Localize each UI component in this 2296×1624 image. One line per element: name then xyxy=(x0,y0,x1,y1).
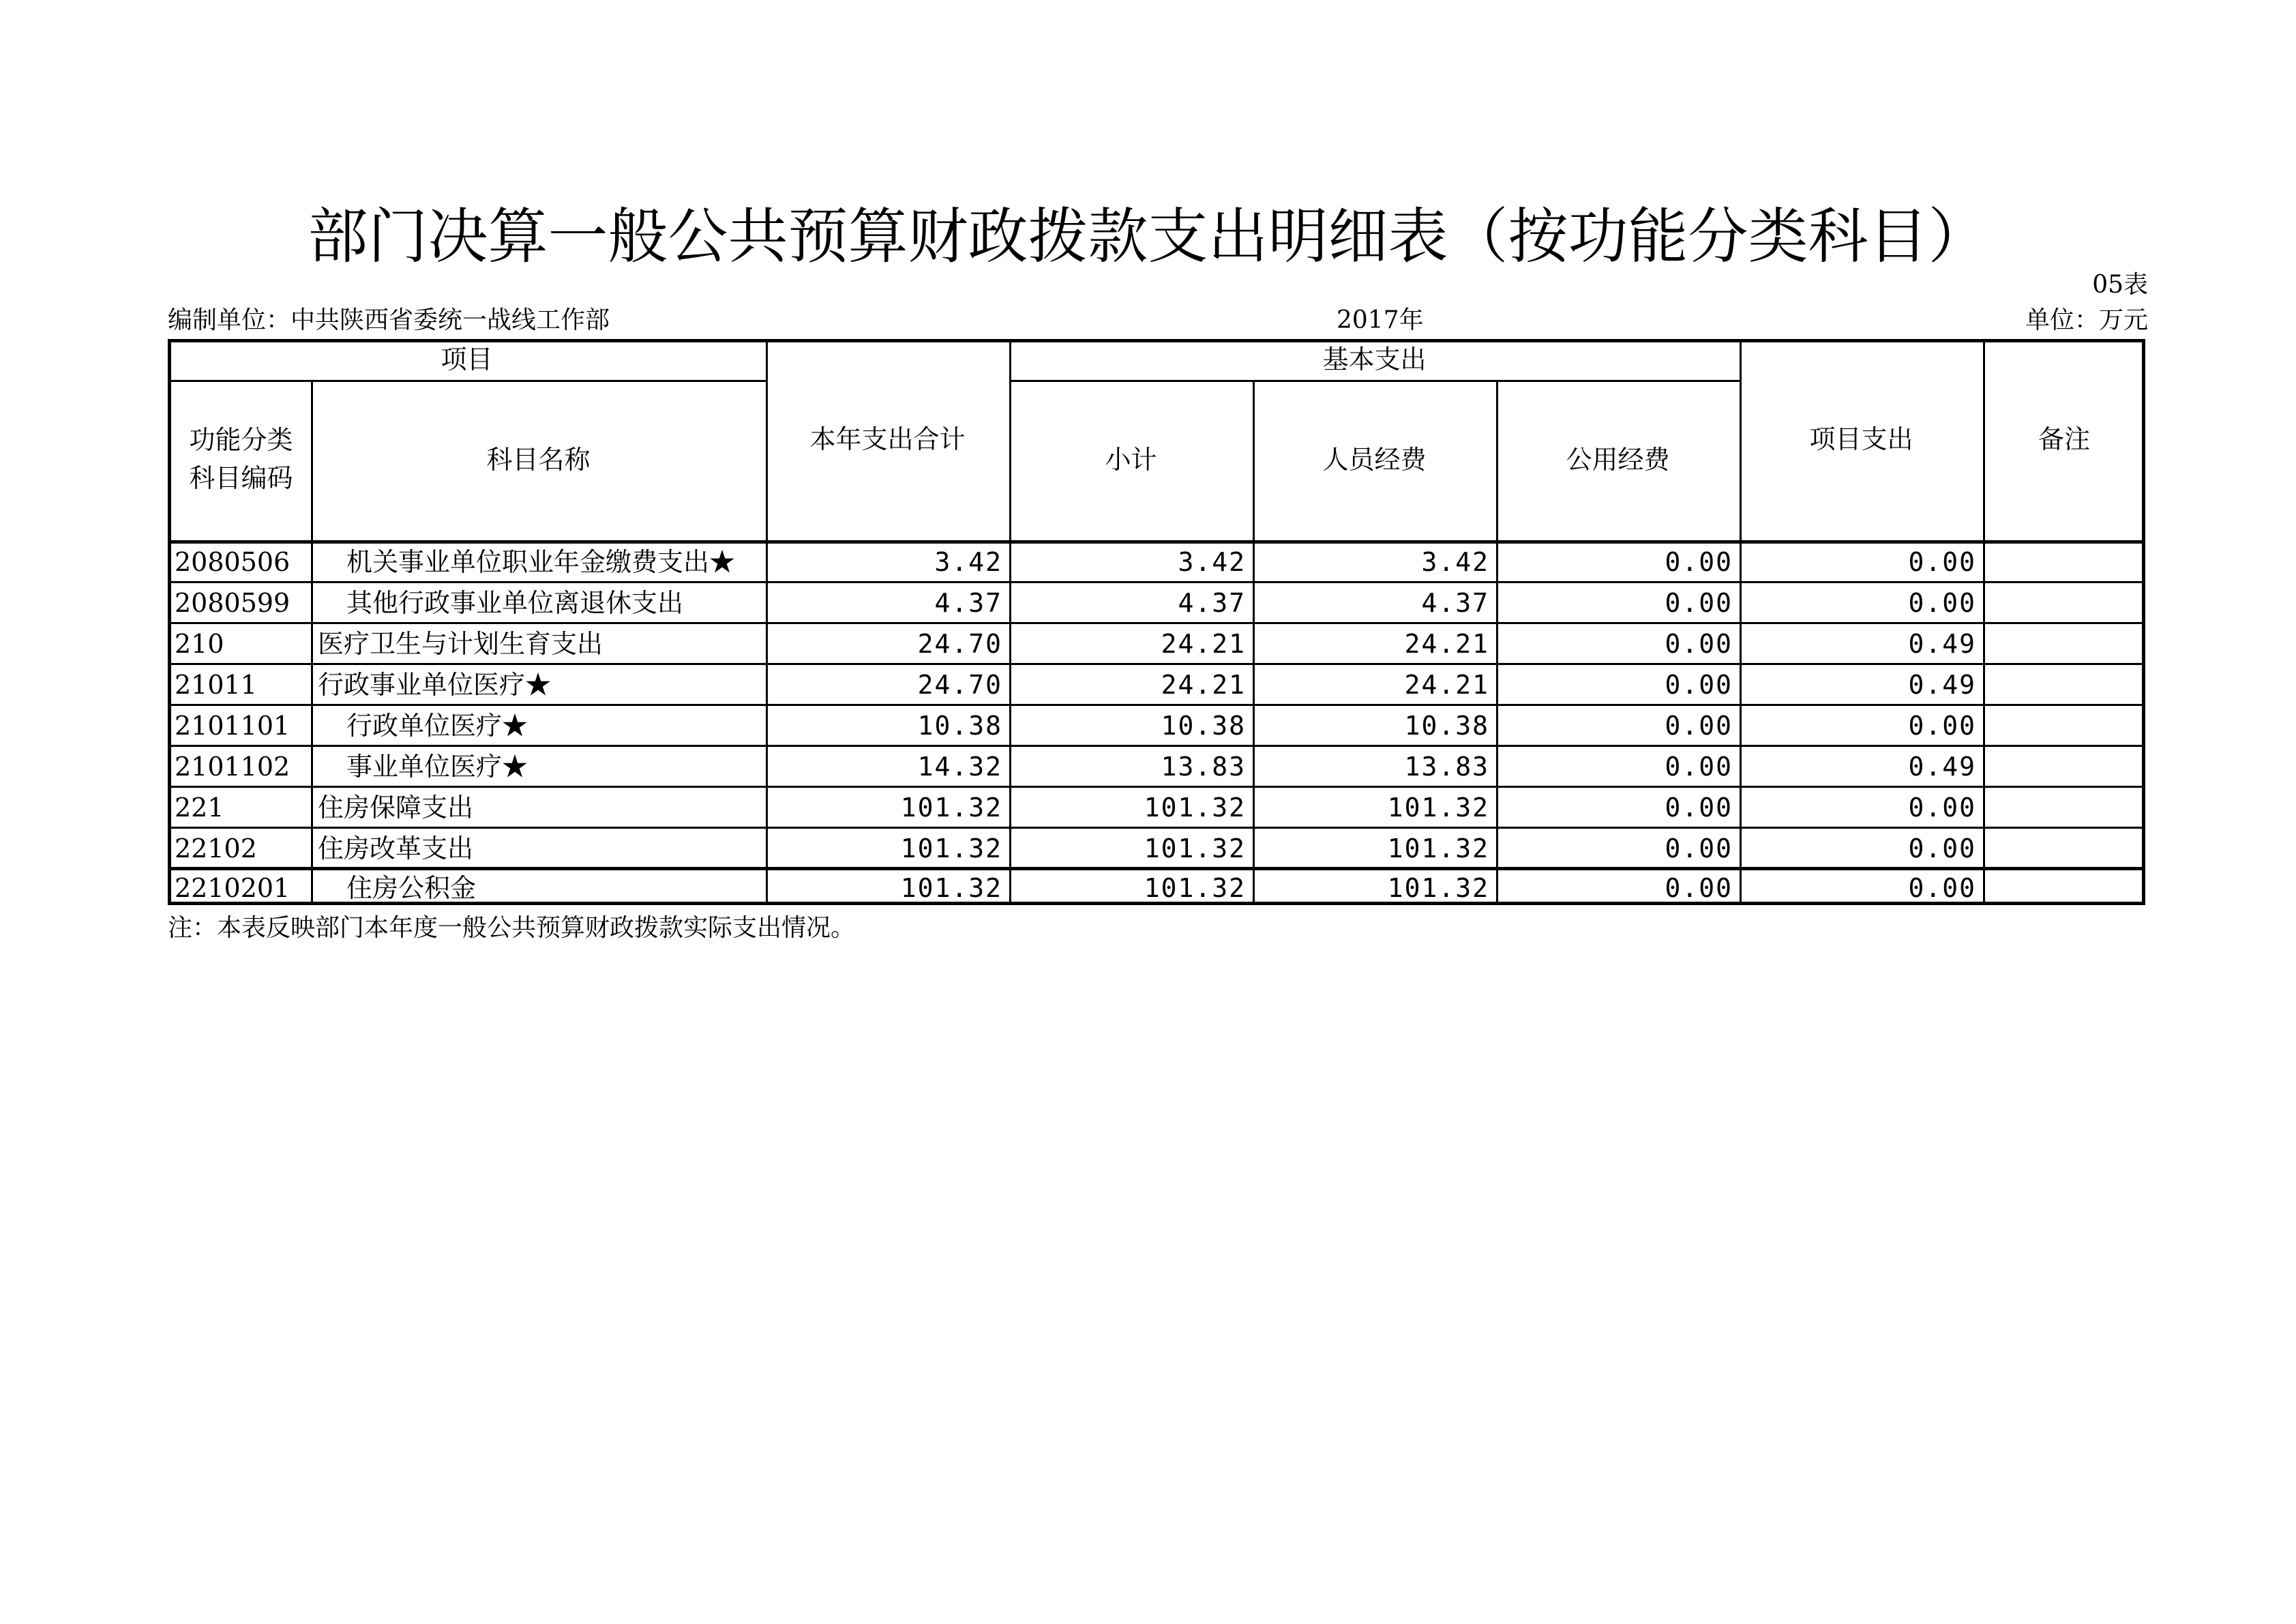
row-code: 221 xyxy=(175,793,224,823)
row-subtotal: 101.32 xyxy=(1144,833,1246,863)
row-personnel: 10.38 xyxy=(1404,711,1489,741)
row-personnel: 13.83 xyxy=(1404,752,1489,782)
row-public: 0.00 xyxy=(1665,588,1733,618)
row-public: 0.00 xyxy=(1665,833,1733,863)
row-project-exp: 0.00 xyxy=(1908,547,1976,577)
row-public: 0.00 xyxy=(1665,711,1733,741)
row-remarks xyxy=(1988,748,2140,786)
row-project-exp: 0.49 xyxy=(1908,670,1976,700)
row-subtotal: 101.32 xyxy=(1144,873,1246,903)
header-name: 科目名称 xyxy=(486,445,591,475)
row-public: 0.00 xyxy=(1665,629,1733,659)
header-project-expense: 项目支出 xyxy=(1809,424,1913,454)
row-code: 2101102 xyxy=(175,752,290,782)
row-line xyxy=(168,663,2145,665)
row-line xyxy=(168,622,2145,624)
row-remarks xyxy=(1988,871,2140,905)
row-public: 0.00 xyxy=(1665,873,1733,903)
row-remarks xyxy=(1988,666,2140,704)
row-remarks xyxy=(1988,789,2140,827)
row-project-exp: 0.00 xyxy=(1908,588,1976,618)
column-line xyxy=(766,540,768,905)
row-project-exp: 0.49 xyxy=(1908,752,1976,782)
row-name: 住房保障支出 xyxy=(318,793,474,823)
row-total: 101.32 xyxy=(900,873,1002,903)
row-code: 2101101 xyxy=(175,711,290,741)
row-project-exp: 0.00 xyxy=(1908,793,1976,823)
column-line xyxy=(1740,540,1742,905)
table-footnote: 注：本表反映部门本年度一般公共预算财政拨款实际支出情况。 xyxy=(168,914,856,942)
header-subtotal: 小计 xyxy=(1105,445,1157,475)
row-total: 101.32 xyxy=(900,833,1002,863)
money-unit: 单位：万元 xyxy=(2025,306,2148,334)
row-total: 24.70 xyxy=(917,670,1002,700)
row-project-exp: 0.00 xyxy=(1908,833,1976,863)
row-public: 0.00 xyxy=(1665,793,1733,823)
row-name: 机关事业单位职业年金缴费支出★ xyxy=(346,547,736,577)
row-personnel: 101.32 xyxy=(1387,793,1489,823)
row-total: 10.38 xyxy=(917,711,1002,741)
row-remarks xyxy=(1988,585,2140,622)
row-line xyxy=(168,786,2145,788)
row-code: 21011 xyxy=(175,670,257,700)
row-name: 行政单位医疗★ xyxy=(346,711,528,741)
header-project: 项目 xyxy=(441,344,493,374)
page-title: 部门决算一般公共预算财政拨款支出明细表（按功能分类科目） xyxy=(308,201,1988,271)
column-line xyxy=(1009,540,1011,905)
header-remarks: 备注 xyxy=(2038,424,2090,454)
row-project-exp: 0.49 xyxy=(1908,629,1976,659)
header-code: 功能分类科目编码 xyxy=(189,425,293,493)
row-remarks xyxy=(1988,830,2140,868)
row-code: 2080506 xyxy=(175,547,290,577)
column-line xyxy=(1253,540,1255,905)
column-line xyxy=(1496,540,1498,905)
row-subtotal: 3.42 xyxy=(1178,547,1246,577)
row-project-exp: 0.00 xyxy=(1908,873,1976,903)
header-personnel: 人员经费 xyxy=(1322,445,1427,475)
row-public: 0.00 xyxy=(1665,752,1733,782)
row-remarks xyxy=(1988,707,2140,745)
row-line xyxy=(168,827,2145,829)
header-public: 公用经费 xyxy=(1566,445,1670,475)
row-total: 24.70 xyxy=(917,629,1002,659)
row-code: 22102 xyxy=(175,833,257,863)
header-basic: 基本支出 xyxy=(1322,344,1427,374)
row-total: 3.42 xyxy=(934,547,1002,577)
row-subtotal: 101.32 xyxy=(1144,793,1246,823)
row-subtotal: 24.21 xyxy=(1161,670,1246,700)
row-line xyxy=(168,581,2145,583)
expenditure-table xyxy=(168,339,2145,905)
row-total: 4.37 xyxy=(934,588,1002,618)
header-total: 本年支出合计 xyxy=(809,424,966,454)
row-line xyxy=(168,704,2145,706)
row-line xyxy=(168,745,2145,747)
row-remarks xyxy=(1988,544,2140,581)
row-personnel: 24.21 xyxy=(1404,629,1489,659)
row-subtotal: 13.83 xyxy=(1161,752,1246,782)
row-remarks xyxy=(1988,625,2140,663)
row-code: 2080599 xyxy=(175,588,290,618)
row-project-exp: 0.00 xyxy=(1908,711,1976,741)
row-personnel: 24.21 xyxy=(1404,670,1489,700)
column-line xyxy=(1983,540,1985,905)
row-name: 医疗卫生与计划生育支出 xyxy=(318,629,603,659)
row-personnel: 4.37 xyxy=(1421,588,1489,618)
row-name: 事业单位医疗★ xyxy=(346,752,528,782)
column-line xyxy=(311,540,313,905)
row-personnel: 101.32 xyxy=(1387,873,1489,903)
row-public: 0.00 xyxy=(1665,670,1733,700)
row-name: 住房改革支出 xyxy=(318,833,474,863)
row-name: 行政事业单位医疗★ xyxy=(318,670,552,700)
row-personnel: 101.32 xyxy=(1387,833,1489,863)
row-public: 0.00 xyxy=(1665,547,1733,577)
table-number: 05表 xyxy=(2092,271,2148,299)
report-year: 2017年 xyxy=(1337,306,1424,334)
row-personnel: 3.42 xyxy=(1421,547,1489,577)
row-name: 住房公积金 xyxy=(346,873,477,903)
row-subtotal: 24.21 xyxy=(1161,629,1246,659)
row-code: 2210201 xyxy=(175,873,290,903)
row-total: 14.32 xyxy=(917,752,1002,782)
row-subtotal: 4.37 xyxy=(1178,588,1246,618)
row-name: 其他行政事业单位离退休支出 xyxy=(346,588,684,618)
compiling-unit: 编制单位：中共陕西省委统一战线工作部 xyxy=(168,306,610,334)
row-subtotal: 10.38 xyxy=(1161,711,1246,741)
row-code: 210 xyxy=(175,629,224,659)
row-total: 101.32 xyxy=(900,793,1002,823)
